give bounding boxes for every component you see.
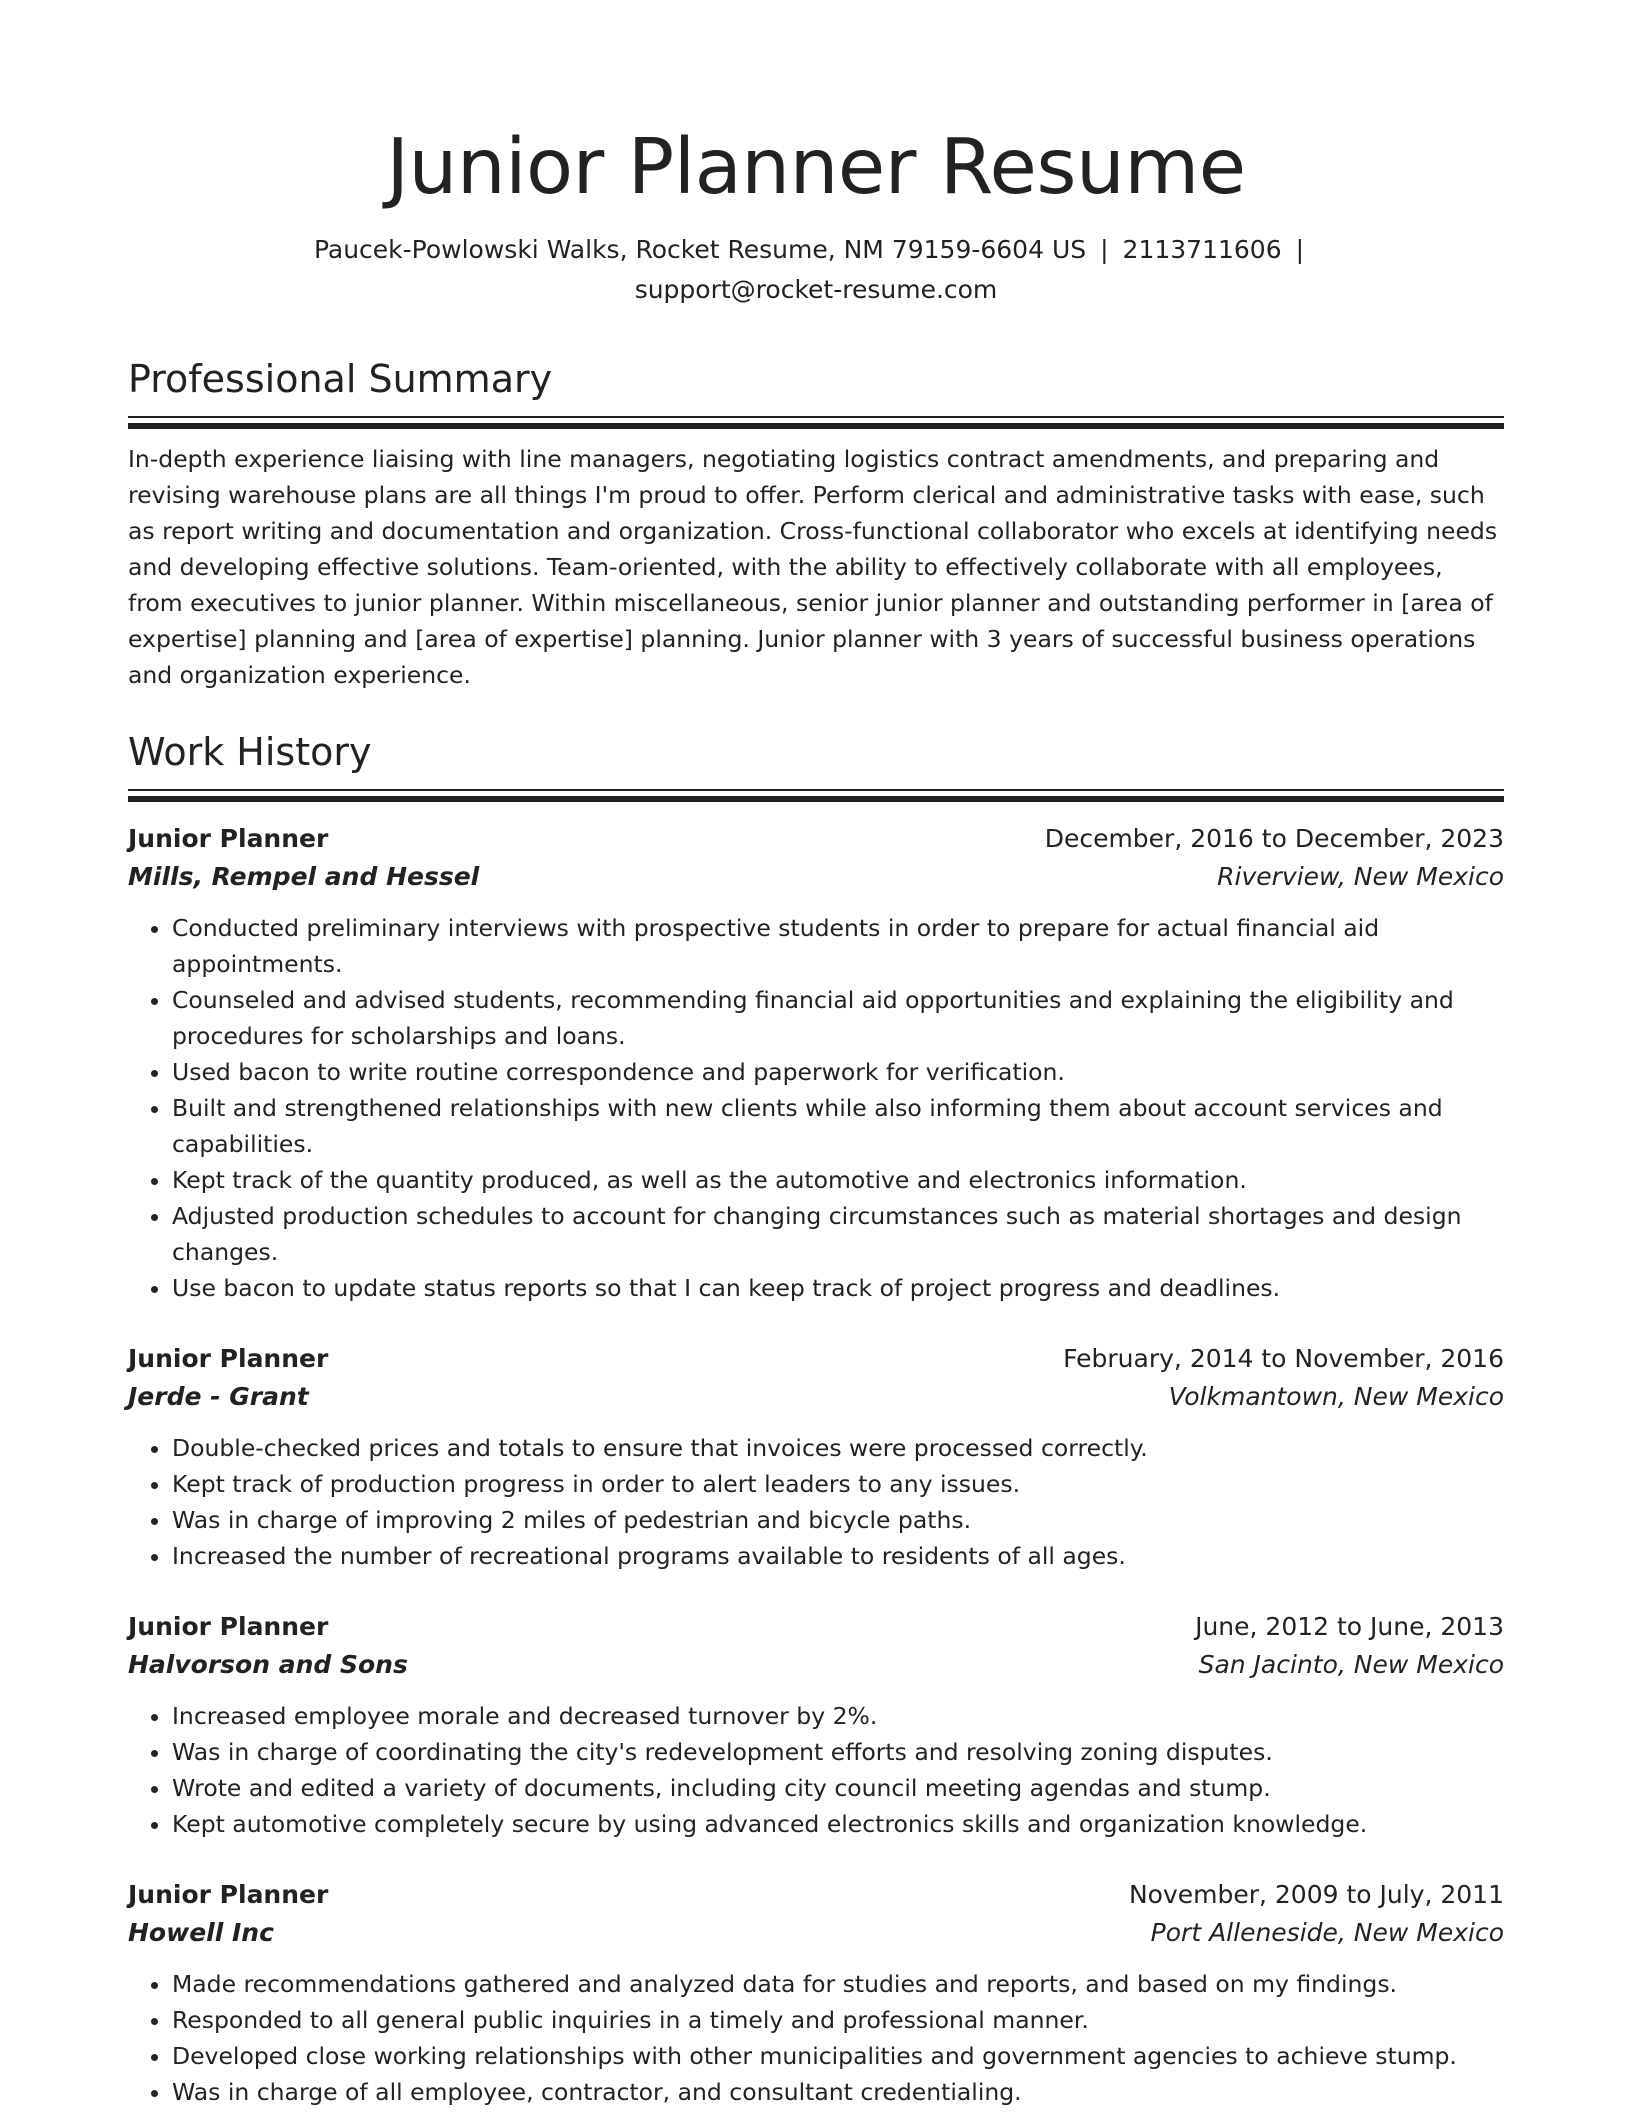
- job-employer-row: [128, 1914, 1504, 1952]
- job-bullet: • Increased employee morale and decreased turnover by 2%.: [172, 1698, 1504, 1734]
- professional-summary-section: [128, 354, 1504, 693]
- job-entry: [128, 1608, 1504, 1842]
- job-company: Mills, Rempel and Hessel: [128, 862, 480, 891]
- contact-phone: 2113711606: [1122, 235, 1282, 264]
- job-entry: [128, 1876, 1504, 2110]
- section-title-work: Work History: [128, 730, 372, 774]
- job-bullet: • Built and strengthened relationships with new clients while also informing them about account services and capabilities.: [172, 1090, 1504, 1162]
- job-entry: [128, 1340, 1504, 1574]
- job-bullet: • Increased the number of recreational programs available to residents of all ages.: [172, 1538, 1504, 1574]
- job-location: Riverview, New Mexico: [1217, 862, 1504, 891]
- job-bullet: • Kept track of the quantity produced, as well as the automotive and electronics information.: [172, 1162, 1504, 1198]
- job-entry: [128, 820, 1504, 1306]
- job-bullets: [128, 1698, 1504, 1842]
- job-employer-row: [128, 1378, 1504, 1416]
- job-bullet: • Use bacon to update status reports so that I can keep track of project progress and deadlines.: [172, 1270, 1504, 1306]
- job-dates: December, 2016 to December, 2023: [1044, 824, 1504, 853]
- job-title: Junior Planner: [128, 824, 329, 853]
- contact-line-2: [128, 270, 1504, 310]
- contact-email: support@rocket-resume.com: [634, 275, 998, 304]
- job-title: Junior Planner: [128, 1612, 329, 1641]
- job-dates: November, 2009 to July, 2011: [1128, 1880, 1504, 1909]
- resume-title: Junior Planner Resume: [386, 123, 1246, 212]
- job-location: Port Alleneside, New Mexico: [1150, 1918, 1504, 1947]
- job-bullet: • Kept automotive completely secure by using advanced electronics skills and organization knowledge.: [172, 1806, 1504, 1842]
- job-location: San Jacinto, New Mexico: [1198, 1650, 1504, 1679]
- job-location: Volkmantown, New Mexico: [1168, 1382, 1504, 1411]
- job-dates: February, 2014 to November, 2016: [1063, 1344, 1504, 1373]
- work-history-section: [128, 727, 1504, 2110]
- job-bullet: • Double-checked prices and totals to ensure that invoices were processed correctly.: [172, 1430, 1504, 1466]
- job-header-row: [128, 1608, 1504, 1646]
- job-header-row: [128, 820, 1504, 858]
- job-bullet: • Conducted preliminary interviews with prospective students in order to prepare for actual financial aid appointments.: [172, 910, 1504, 982]
- job-bullet: • Kept track of production progress in order to alert leaders to any issues.: [172, 1466, 1504, 1502]
- job-dates: June, 2012 to June, 2013: [1195, 1612, 1504, 1641]
- job-header-row: [128, 1340, 1504, 1378]
- job-bullet: • Counseled and advised students, recommending financial aid opportunities and explaining the eligibility and procedures for scholarships and loans.: [172, 982, 1504, 1054]
- contact-line-1: [128, 230, 1504, 270]
- contact-address: Paucek-Powlowski Walks, Rocket Resume, NM 79159-6604 US: [313, 235, 1087, 264]
- resume-page: [128, 0, 1504, 2110]
- summary-text: In-depth experience liaising with line managers, negotiating logistics contract amendments, and preparing and revising warehouse plans are all things I'm proud to offer. Perform clerical and administrative tasks with ease, such as report writing and documentation and organization. Cross-functional collaborator who excels at identifying needs and developing effective solutions. Team-oriented, with the ability to effectively collaborate with all employees, from executives to junior planner. Within miscellaneous, senior junior planner and outstanding performer in [area of expertise] planning and [area of expertise] planning. Junior planner with 3 years of successful business operations and organization experience.: [128, 445, 1498, 689]
- job-employer-row: [128, 1646, 1504, 1684]
- section-divider: [128, 789, 1504, 802]
- job-bullet: • Was in charge of coordinating the city's redevelopment efforts and resolving zoning disputes.: [172, 1734, 1504, 1770]
- job-bullet: • Adjusted production schedules to account for changing circumstances such as material shortages and design changes.: [172, 1198, 1504, 1270]
- job-bullet: • Was in charge of improving 2 miles of pedestrian and bicycle paths.: [172, 1502, 1504, 1538]
- job-company: Jerde - Grant: [128, 1382, 309, 1411]
- section-title-summary: Professional Summary: [128, 357, 553, 401]
- job-bullet: • Was in charge of all employee, contractor, and consultant credentialing.: [172, 2074, 1504, 2110]
- section-divider: [128, 416, 1504, 429]
- job-bullet: • Responded to all general public inquiries in a timely and professional manner.: [172, 2002, 1504, 2038]
- job-bullets: [128, 910, 1504, 1306]
- job-company: Howell Inc: [128, 1918, 274, 1947]
- job-bullets: [128, 1430, 1504, 1574]
- job-title: Junior Planner: [128, 1880, 329, 1909]
- contact-info: [128, 230, 1504, 310]
- job-bullets: [128, 1966, 1504, 2110]
- job-bullet: • Wrote and edited a variety of documents, including city council meeting agendas and stump.: [172, 1770, 1504, 1806]
- contact-separator: |: [1295, 235, 1305, 264]
- job-title: Junior Planner: [128, 1344, 329, 1373]
- contact-separator: |: [1100, 235, 1109, 264]
- job-bullet: • Developed close working relationships with other municipalities and government agencies to achieve stump.: [172, 2038, 1504, 2074]
- job-bullet: • Used bacon to write routine correspondence and paperwork for verification.: [172, 1054, 1504, 1090]
- job-company: Halvorson and Sons: [128, 1650, 408, 1679]
- job-employer-row: [128, 858, 1504, 896]
- job-bullet: • Made recommendations gathered and analyzed data for studies and reports, and based on my findings.: [172, 1966, 1504, 2002]
- job-header-row: [128, 1876, 1504, 1914]
